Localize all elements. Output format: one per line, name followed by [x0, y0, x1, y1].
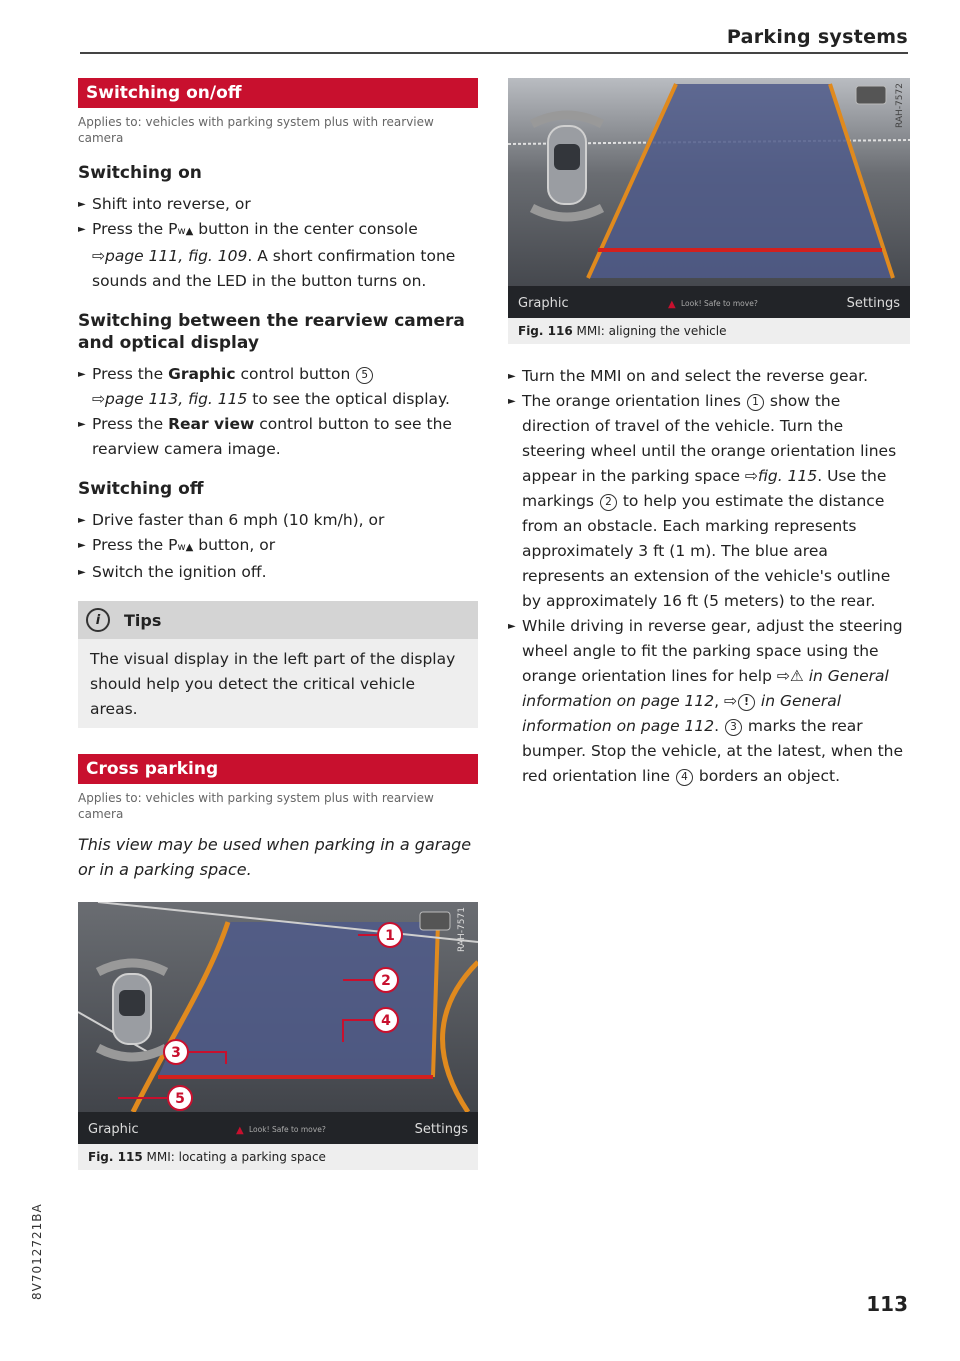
image-code: RAH-7572	[895, 83, 905, 128]
mmi-display-aligning	[508, 78, 910, 318]
text: Press the	[92, 365, 169, 383]
list-item: ► Shift into reverse, or	[78, 192, 478, 217]
park-assist-icon: ᴡ▲	[177, 542, 194, 553]
cross-reference[interactable]: fig. 115	[757, 467, 818, 485]
callout-number: 4	[676, 769, 693, 786]
cross-reference[interactable]: in General information on page 112	[522, 692, 842, 735]
list-item	[78, 217, 478, 294]
text: marks the rear bumper. Stop the vehicle, at the latest, when the red orientation line	[522, 717, 904, 785]
arrow-ref-icon: ⇨	[92, 247, 105, 265]
right-column	[508, 78, 910, 789]
warning-text: Look! Safe to move?	[249, 1125, 326, 1134]
applies-note: Applies to: vehicles with parking system plus with rearview camera	[78, 791, 434, 821]
intro-text: This view may be used when parking in a garage or in a parking space.	[78, 835, 472, 879]
tips-header	[78, 601, 478, 639]
warning-icon: ▲	[668, 299, 676, 310]
text: Press the P	[92, 536, 178, 554]
caption-number: Fig. 116	[518, 324, 573, 338]
warning-triangle-icon: ⚠	[789, 667, 804, 685]
text: borders an object.	[693, 767, 840, 785]
caption-number: Fig. 115	[88, 1150, 143, 1164]
notice-icon: !	[738, 694, 755, 711]
graphic-button[interactable]: Graphic	[88, 1122, 139, 1137]
callout-number: 5	[356, 367, 373, 384]
tips-title: Tips	[124, 610, 162, 630]
text: to see the optical display.	[247, 390, 450, 408]
heading-switching-between: Switching between the rearview camera and optical display	[78, 311, 465, 353]
left-column	[78, 78, 478, 1170]
settings-button[interactable]: Settings	[846, 296, 900, 311]
text: .	[714, 717, 724, 735]
header-rule	[80, 52, 908, 54]
tips-text: The visual display in the left part of the display should help you detect the critical vehicle areas.	[90, 650, 456, 718]
callout-1: 1	[385, 928, 395, 944]
arrow-ref-icon: ⇨	[723, 692, 737, 710]
applies-note: Applies to: vehicles with parking system plus with rearview camera	[78, 115, 434, 145]
cross-reference[interactable]: page 113, fig. 115	[105, 390, 248, 408]
callout-2: 2	[381, 973, 391, 989]
caption-text: MMI: aligning the vehicle	[576, 324, 727, 338]
text: show the direction of travel of the vehicle. Turn the steering wheel until the orange orientation lines appear in the parking space	[522, 392, 897, 485]
text: . A short confirmation tone sounds and the LED in the button turns on.	[92, 247, 456, 290]
image-code: RAH-7571	[457, 907, 467, 952]
heading-switching-off: Switching off	[78, 479, 204, 499]
caption-text: MMI: locating a parking space	[146, 1150, 326, 1164]
text: control button	[235, 365, 356, 383]
figure-116	[508, 78, 910, 344]
callout-5: 5	[175, 1091, 185, 1107]
instruction-list	[508, 364, 910, 789]
arrow-ref-icon: ⇨	[744, 467, 758, 485]
tips-box	[78, 601, 478, 728]
text: Press the	[92, 415, 169, 433]
list-item	[78, 412, 478, 462]
list-item	[508, 614, 910, 789]
text: While driving in reverse gear, adjust the steering wheel angle to fit the parking space using the orange orientation lines for help	[522, 617, 903, 685]
text: button, or	[193, 536, 276, 554]
callout-3: 3	[171, 1045, 181, 1061]
text: The orange orientation lines	[522, 392, 746, 410]
text: . Use the markings	[522, 467, 887, 510]
page-number: 113	[866, 1292, 908, 1316]
info-icon: i	[86, 608, 110, 632]
figure-115	[78, 902, 478, 1170]
cross-reference[interactable]: page 111, fig. 109	[105, 247, 248, 265]
text: Graphic	[168, 365, 236, 383]
list-item: ► Switch the ignition off.	[78, 560, 478, 585]
callout-number: 1	[747, 394, 764, 411]
text: Press the P	[92, 220, 178, 238]
settings-button[interactable]: Settings	[414, 1122, 468, 1137]
section-title-cross-parking: Cross parking	[78, 754, 478, 784]
list-item: ► Drive faster than 6 mph (10 km/h), or	[78, 508, 478, 533]
mmi-display-locating	[78, 902, 478, 1144]
document-code: 8V7012721BA	[30, 1203, 44, 1300]
heading-switching-on: Switching on	[78, 163, 202, 183]
callout-number: 2	[600, 494, 617, 511]
park-assist-icon: ᴡ▲	[177, 226, 194, 237]
graphic-button[interactable]: Graphic	[518, 296, 569, 311]
callout-number: 3	[725, 719, 742, 736]
warning-icon: ▲	[236, 1125, 244, 1136]
callout-4: 4	[381, 1013, 391, 1029]
section-title-switching: Switching on/off	[78, 78, 478, 108]
running-header: Parking systems	[726, 26, 908, 48]
text: control button to see the rearview camera image.	[92, 415, 452, 458]
list-item: ► Turn the MMI on and select the reverse gear.	[508, 364, 910, 389]
list-item	[78, 362, 478, 412]
figure-caption	[508, 318, 910, 344]
figure-caption	[78, 1144, 478, 1170]
list-item	[78, 533, 478, 560]
text: ,	[714, 692, 724, 710]
cross-reference[interactable]: in General information on page 112	[522, 667, 889, 710]
list-item	[508, 389, 910, 614]
warning-text: Look! Safe to move?	[681, 299, 758, 308]
text: button in the center console	[193, 220, 418, 238]
text: Rear view	[168, 415, 255, 433]
arrow-ref-icon: ⇨	[92, 390, 105, 408]
text: to help you estimate the distance from an obstacle. Each marking represents approximately 3 ft (1 m). The blue area represents an extension of the vehicle's outline by approximately 16 ft (5 meters) to the rear.	[522, 492, 891, 610]
arrow-ref-icon: ⇨	[776, 667, 790, 685]
